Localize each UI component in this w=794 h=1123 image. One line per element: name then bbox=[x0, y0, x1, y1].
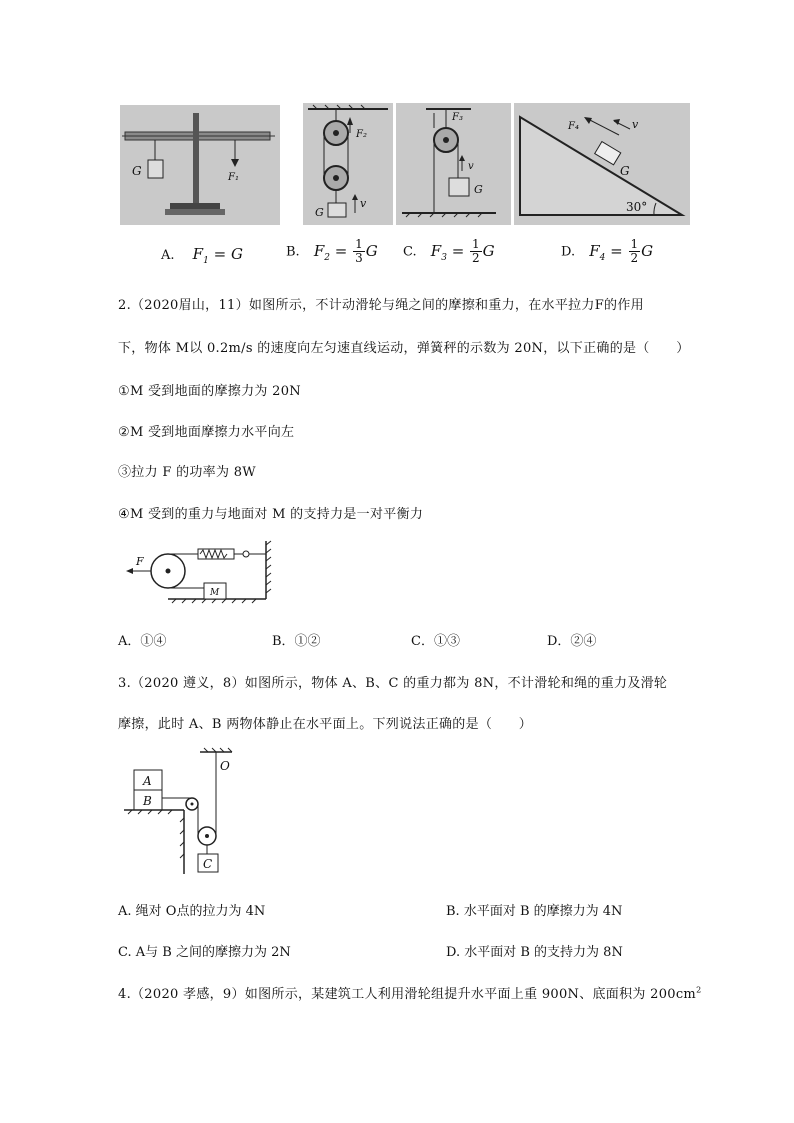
q2-statement-4: ④M 受到的重力与地面对 M 的支持力是一对平衡力 bbox=[118, 507, 424, 522]
fig-d-angle-label: 30° bbox=[626, 200, 648, 214]
pulley-block-diagram bbox=[303, 103, 393, 225]
incline-diagram bbox=[514, 103, 690, 225]
figure-c-fixed-pulley bbox=[396, 103, 511, 225]
q4-stem-text: 4.（2020 孝感，9）如图所示，某建筑工人利用滑轮组提升水平面上重 900N、底面积为 200cm bbox=[118, 987, 697, 1002]
q3-stem-line2: 摩擦，此时 A、B 两物体静止在水平面上。下列说法正确的是（ ） bbox=[118, 717, 533, 732]
fraction: $\frac{1}{2}$ bbox=[630, 237, 639, 265]
q2-statement-1: ①M 受到地面的摩擦力为 20N bbox=[118, 384, 301, 399]
fig-c-f-label: F₃ bbox=[452, 112, 463, 123]
fraction: $\frac{1}{3}$ bbox=[355, 237, 363, 265]
q1-option-c[interactable]: C. $F_3$ = $\frac{1}{2}$ G bbox=[403, 237, 495, 265]
fig-a-f-label: F₁ bbox=[228, 172, 239, 183]
q2-option-c[interactable]: C．①③ bbox=[411, 634, 460, 649]
fig-b-g-label: G bbox=[315, 206, 324, 219]
q2-option-a[interactable]: A．①④ bbox=[118, 634, 167, 649]
option-letter: B. bbox=[286, 244, 300, 260]
q3-fig-o-label: O bbox=[220, 759, 230, 773]
q2-statement-3: ③拉力 F 的功率为 8W bbox=[118, 465, 256, 480]
fig-d-v-label: v bbox=[632, 118, 639, 131]
option-letter: D. bbox=[561, 244, 576, 260]
q2-option-d[interactable]: D．②④ bbox=[547, 634, 597, 649]
q3-figure-blocks-pulley bbox=[122, 746, 252, 876]
fraction: $\frac{1}{2}$ bbox=[472, 237, 480, 265]
q2-stem-line1: 2.（2020眉山，11）如图所示，不计动滑轮与绳之间的摩擦和重力，在水平拉力F的作用 bbox=[118, 298, 644, 313]
figure-d-incline bbox=[514, 103, 690, 225]
option-letter: C. bbox=[403, 244, 417, 260]
q3-fig-b-label: B bbox=[143, 794, 152, 808]
q1-option-a[interactable]: A. $F_1 = G$ bbox=[161, 245, 243, 266]
fig-b-v-label: v bbox=[360, 197, 367, 210]
q3-option-a[interactable]: A. 绳对 O点的拉力为 4N bbox=[118, 904, 266, 919]
fig-b-f-label: F₂ bbox=[356, 129, 367, 140]
q3-option-c[interactable]: C. A与 B 之间的摩擦力为 2N bbox=[118, 945, 291, 960]
q2-statement-2: ②M 受到地面摩擦力水平向左 bbox=[118, 425, 295, 440]
figure-b-pulley-block bbox=[303, 103, 393, 225]
q3-option-d[interactable]: D. 水平面对 B 的支持力为 8N bbox=[446, 945, 623, 960]
fig-d-g-label: G bbox=[620, 164, 630, 178]
q2-fig-m-label: M bbox=[210, 588, 220, 598]
q1-option-d[interactable]: D. $F_4$ = $\frac{1}{2}$ G bbox=[561, 237, 654, 265]
figure-a-lever bbox=[120, 105, 280, 225]
option-letter: A. bbox=[161, 248, 175, 263]
q4-stem-sup: 2 bbox=[696, 985, 702, 995]
fig-c-g-label: G bbox=[474, 183, 483, 196]
q2-fig-f-label: F bbox=[136, 555, 144, 568]
fixed-pulley-diagram bbox=[396, 103, 511, 225]
q3-stem-line1: 3.（2020 遵义，8）如图所示，物体 A、B、C 的重力都为 8N，不计滑轮和绳的重力及滑轮 bbox=[118, 676, 668, 691]
fig-a-g-label: G bbox=[132, 164, 142, 178]
fig-c-v-label: v bbox=[468, 161, 474, 172]
q4-stem-line1 bbox=[118, 983, 701, 1002]
q2-stem-line2: 下，物体 M以 0.2m/s 的速度向左匀速直线运动，弹簧秤的示数为 20N，以下正确的是（ ） bbox=[118, 341, 690, 356]
q2-option-b[interactable]: B．①② bbox=[272, 634, 321, 649]
q3-fig-c-label: C bbox=[203, 857, 213, 871]
q3-option-b[interactable]: B. 水平面对 B 的摩擦力为 4N bbox=[446, 904, 623, 919]
q2-figure-pulley-spring bbox=[116, 537, 276, 605]
fig-d-f-label: F₄ bbox=[568, 121, 579, 132]
q3-fig-a-label: A bbox=[143, 774, 152, 788]
lever-diagram bbox=[120, 105, 280, 225]
q1-option-b[interactable]: B. $F_2$ = $\frac{1}{3}$ G bbox=[286, 237, 378, 265]
